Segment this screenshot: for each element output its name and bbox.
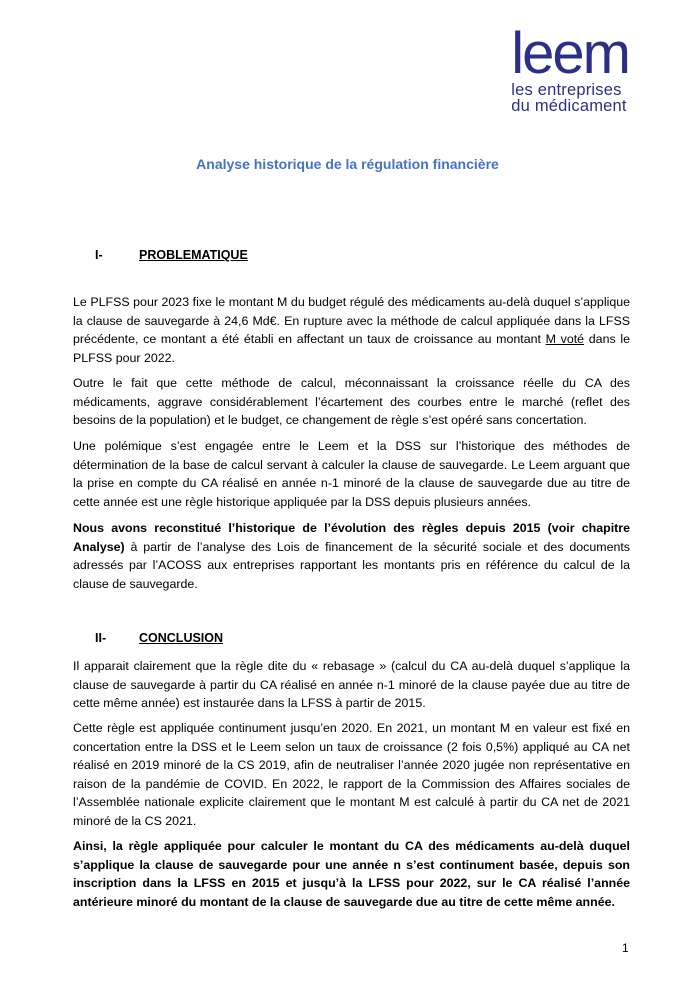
section-number: I- [95, 248, 103, 262]
section-title: CONCLUSION [139, 631, 224, 645]
logo-tagline-line-2: du médicament [511, 97, 627, 115]
paragraph-historique [73, 519, 630, 593]
paragraph-text: Le PLFSS pour 2023 fixe le montant M du budget régulé des médicaments au-delà duquel s’applique la clause de sauvegarde à 24,6 Md€. En rupture avec la méthode de calcul appliquée dans la LFSS précédente, ce montant a été établi en affectant un taux de croissance au montant [73, 295, 630, 347]
page-number: 1 [622, 941, 629, 955]
paragraph-regle-appliquee: Cette règle est appliquée continument jusqu’en 2020. En 2021, un montant M en valeur est fixé en concertation entre la DSS et le Leem selon un taux de croissance (2 fois 0,5%) appliqué au CA net réalisé en 2019 minoré de la CS 2019, afin de neutraliser l’année 2020 jugée non représentative en raison de la pandémie de COVID. En 2022, le rapport de la Commission des Affaires sociales de l’Assemblée nationale explicite clairement que le montant M est calculé à partir du CA net de 2021 minoré de la CS 2021. [73, 721, 630, 828]
document-title: Analyse historique de la régulation financière [196, 156, 499, 172]
paragraph-methode-calcul: Outre le fait que cette méthode de calcul, méconnaissant la croissance réelle du CA des médicaments, aggrave considérablement l’écartement des courbes entre le marché (reflet des besoins de la population) et le budget, ce changement de règle s’est opéré sans concertation. [73, 376, 630, 428]
paragraph-polemique: Une polémique s’est engagée entre le Leem et la DSS sur l’historique des méthodes de détermination de la base de calcul servant à calculer la clause de sauvegarde. Le Leem arguant que la prise en compte du CA réalisé en année n-1 minoré de la clause de sauvegarde due au titre de cette année est une règle historique appliquée par la DSS depuis plusieurs années. [73, 439, 630, 509]
leem-logo [511, 21, 629, 115]
paragraph-text: dans le PLFSS pour 2022. [73, 332, 630, 365]
underlined-text: M voté [545, 332, 585, 347]
paragraph-plfss-2023 [73, 293, 630, 367]
section-heading-conclusion [95, 631, 223, 645]
section-heading-problematique [95, 248, 248, 262]
paragraph-rebasage: Il apparait clairement que la règle dite du « rebasage » (calcul du CA au-delà duquel s’applique la clause de sauvegarde à partir du CA réalisé en année n-1 minoré de la clause payée due au titre de cette même année) est instaurée dans la LFSS à partir de 2015. [73, 659, 630, 711]
bold-text: Nous avons reconstitué l’historique de l’évolution des règles depuis 2015 (voir chapitre Analyse) [73, 521, 630, 554]
logo-wordmark: leem [511, 21, 629, 86]
section-title: PROBLEMATIQUE [139, 248, 248, 262]
paragraph-conclusion-ainsi: Ainsi, la règle appliquée pour calculer le montant du CA des médicaments au-delà duquel s’applique la clause de sauvegarde pour une année n s’est continument basée, depuis son inscription dans la LFSS en 2015 et jusqu’à la LFSS pour 2022, sur le CA réalisé l’année antérieure minoré du montant de la clause de sauvegarde due au titre de cette même année. [73, 839, 630, 909]
paragraph-text: à partir de l’analyse des Lois de financement de la sécurité sociale et des documents adressés par l’ACOSS aux entreprises rapportant les montants pris en référence du calcul de la clause de sauvegarde. [73, 539, 630, 591]
section-number: II- [95, 631, 107, 645]
logo-tagline-line-1: les entreprises [511, 81, 622, 99]
